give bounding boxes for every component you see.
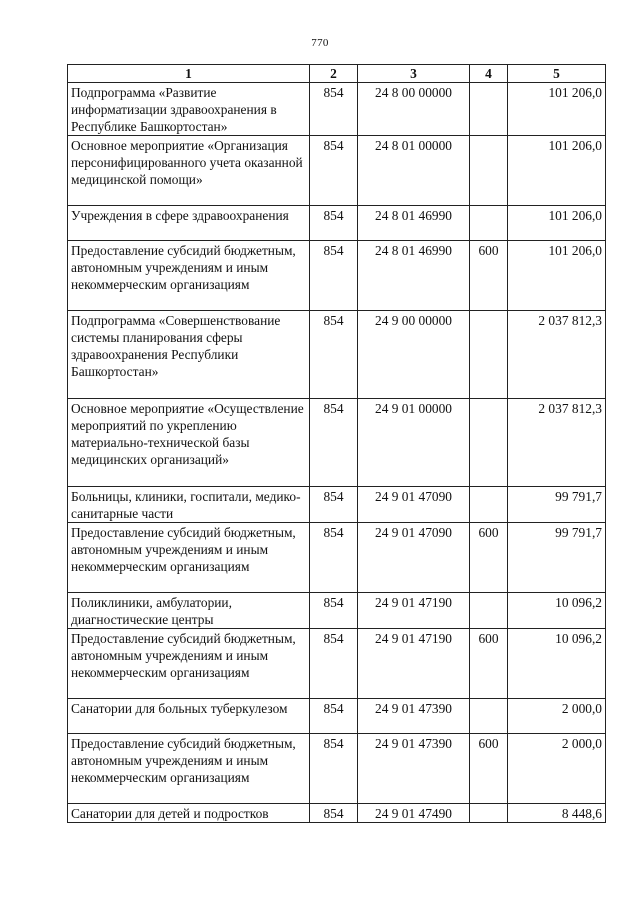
column-header-2: 2 <box>310 65 358 83</box>
row-name-cell: Предоставление субсидий бюджетным, автономным учреждениям и иным некоммерческим организациям <box>68 734 310 804</box>
table-row <box>68 83 606 136</box>
row-name-cell: Санатории для больных туберкулезом <box>68 699 310 734</box>
budget-table <box>67 64 606 823</box>
row-sum-cell: 99 791,7 <box>508 487 606 523</box>
row-sum-cell: 101 206,0 <box>508 206 606 241</box>
row-code-cell: 24 8 01 46990 <box>358 206 470 241</box>
row-org-cell: 854 <box>310 593 358 629</box>
row-org-cell: 854 <box>310 699 358 734</box>
table-row <box>68 399 606 487</box>
row-code-cell: 24 9 01 47090 <box>358 523 470 593</box>
row-type-cell <box>470 206 508 241</box>
row-sum-cell: 10 096,2 <box>508 593 606 629</box>
row-type-cell <box>470 804 508 823</box>
table-body <box>68 83 606 823</box>
row-name-cell: Больницы, клиники, госпитали, медико-санитарные части <box>68 487 310 523</box>
row-sum-cell: 2 000,0 <box>508 734 606 804</box>
row-name-cell: Подпрограмма «Развитие информатизации здравоохранения в Республике Башкортостан» <box>68 83 310 136</box>
row-sum-cell: 2 037 812,3 <box>508 399 606 487</box>
row-org-cell: 854 <box>310 241 358 311</box>
row-org-cell: 854 <box>310 804 358 823</box>
row-sum-cell: 2 037 812,3 <box>508 311 606 399</box>
row-code-cell: 24 9 01 47190 <box>358 593 470 629</box>
row-name-cell: Основное мероприятие «Организация персонифицированного учета оказанной медицинской помощи» <box>68 136 310 206</box>
column-header-3: 3 <box>358 65 470 83</box>
row-name-cell: Предоставление субсидий бюджетным, автономным учреждениям и иным некоммерческим организациям <box>68 523 310 593</box>
column-header-1: 1 <box>68 65 310 83</box>
row-code-cell: 24 8 01 46990 <box>358 241 470 311</box>
row-sum-cell: 2 000,0 <box>508 699 606 734</box>
row-type-cell: 600 <box>470 734 508 804</box>
row-code-cell: 24 9 01 00000 <box>358 399 470 487</box>
row-name-cell: Подпрограмма «Совершенствование системы планирования сферы здравоохранения Республики Башкортостан» <box>68 311 310 399</box>
row-type-cell <box>470 311 508 399</box>
row-code-cell: 24 9 01 47090 <box>358 487 470 523</box>
row-sum-cell: 10 096,2 <box>508 629 606 699</box>
row-sum-cell: 99 791,7 <box>508 523 606 593</box>
table-header-row <box>68 65 606 83</box>
row-code-cell: 24 9 00 00000 <box>358 311 470 399</box>
row-type-cell: 600 <box>470 523 508 593</box>
table-row <box>68 487 606 523</box>
table-row <box>68 523 606 593</box>
row-code-cell: 24 9 01 47490 <box>358 804 470 823</box>
row-type-cell <box>470 487 508 523</box>
row-type-cell <box>470 83 508 136</box>
row-type-cell <box>470 699 508 734</box>
column-header-4: 4 <box>470 65 508 83</box>
row-org-cell: 854 <box>310 487 358 523</box>
table-row <box>68 136 606 206</box>
table-row <box>68 699 606 734</box>
table-row <box>68 311 606 399</box>
row-type-cell <box>470 593 508 629</box>
row-org-cell: 854 <box>310 206 358 241</box>
row-type-cell: 600 <box>470 241 508 311</box>
row-name-cell: Предоставление субсидий бюджетным, автономным учреждениям и иным некоммерческим организациям <box>68 241 310 311</box>
row-org-cell: 854 <box>310 734 358 804</box>
row-org-cell: 854 <box>310 629 358 699</box>
row-name-cell: Предоставление субсидий бюджетным, автономным учреждениям и иным некоммерческим организациям <box>68 629 310 699</box>
table-row <box>68 241 606 311</box>
row-code-cell: 24 9 01 47390 <box>358 699 470 734</box>
row-code-cell: 24 8 01 00000 <box>358 136 470 206</box>
row-name-cell: Основное мероприятие «Осуществление мероприятий по укреплению материально-технической базы медицинских организаций» <box>68 399 310 487</box>
row-type-cell <box>470 399 508 487</box>
column-header-5: 5 <box>508 65 606 83</box>
row-org-cell: 854 <box>310 399 358 487</box>
row-org-cell: 854 <box>310 136 358 206</box>
row-name-cell: Санатории для детей и подростков <box>68 804 310 823</box>
page-number: 770 <box>311 37 329 49</box>
row-code-cell: 24 8 00 00000 <box>358 83 470 136</box>
row-code-cell: 24 9 01 47390 <box>358 734 470 804</box>
table-row <box>68 593 606 629</box>
table-row <box>68 734 606 804</box>
row-sum-cell: 101 206,0 <box>508 83 606 136</box>
row-org-cell: 854 <box>310 523 358 593</box>
row-type-cell <box>470 136 508 206</box>
row-type-cell: 600 <box>470 629 508 699</box>
row-sum-cell: 101 206,0 <box>508 241 606 311</box>
row-org-cell: 854 <box>310 311 358 399</box>
table-row <box>68 629 606 699</box>
table-row <box>68 206 606 241</box>
row-name-cell: Поликлиники, амбулатории, диагностические центры <box>68 593 310 629</box>
row-sum-cell: 8 448,6 <box>508 804 606 823</box>
row-sum-cell: 101 206,0 <box>508 136 606 206</box>
row-code-cell: 24 9 01 47190 <box>358 629 470 699</box>
row-name-cell: Учреждения в сфере здравоохранения <box>68 206 310 241</box>
row-org-cell: 854 <box>310 83 358 136</box>
table-row <box>68 804 606 823</box>
